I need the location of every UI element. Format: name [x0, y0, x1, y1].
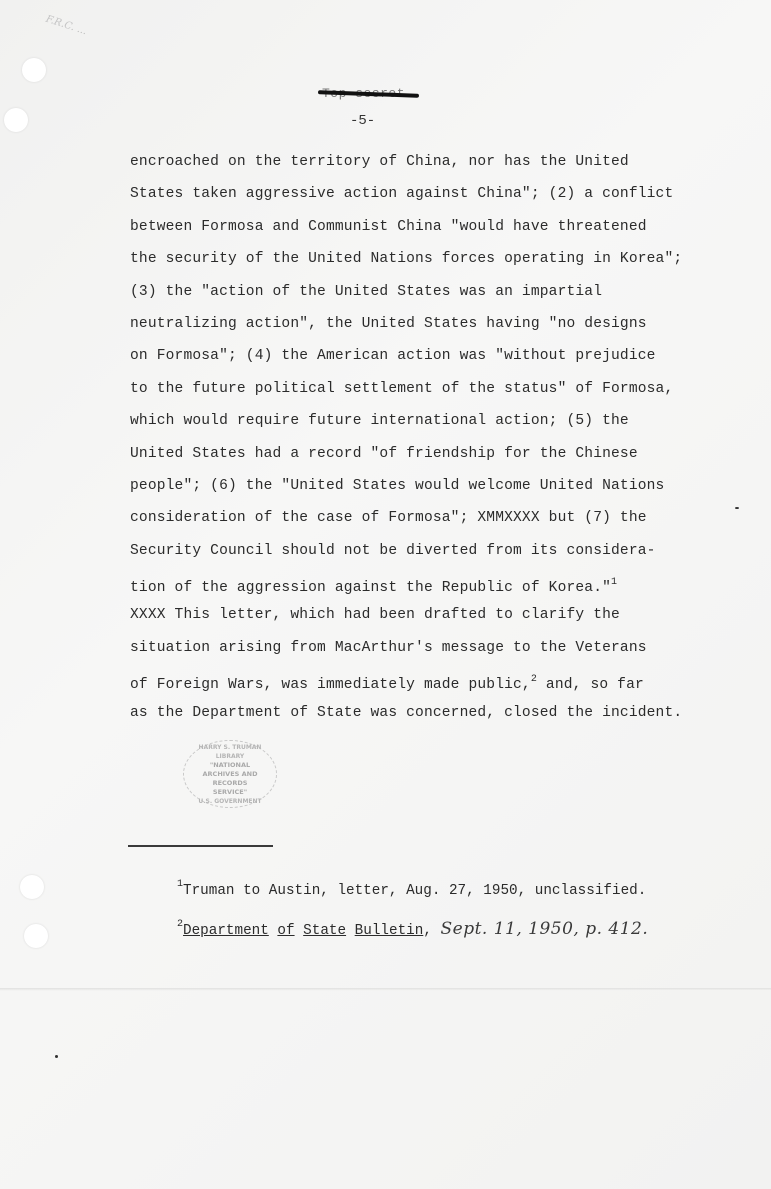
body-line: situation arising from MacArthur's message to the Veterans — [130, 639, 647, 656]
stamp-outer-top: HARRY S. TRUMAN LIBRARY — [198, 743, 262, 760]
footnote-divider — [128, 845, 273, 847]
punch-hole — [24, 924, 48, 948]
footnotes — [177, 865, 737, 945]
body-line: between Formosa and Communist China "would have threatened — [130, 218, 647, 235]
body-line: neutralizing action", the United States having "no designs — [130, 315, 647, 332]
punch-hole — [22, 58, 46, 82]
punch-hole — [4, 108, 28, 132]
ink-speck — [55, 1055, 58, 1058]
ink-speck — [735, 507, 739, 509]
footnote-number: 2 — [177, 919, 184, 930]
body-line: Security Council should not be diverted from its considera- — [130, 542, 656, 559]
footnote-title-word: Bulletin — [354, 923, 424, 939]
archives-stamp — [183, 740, 277, 808]
punch-hole — [20, 875, 44, 899]
footnote-title-word: Department — [183, 923, 269, 939]
body-line: encroached on the territory of China, nor has the United — [130, 154, 629, 170]
stamp-inner-line: RECORDS — [212, 778, 248, 787]
page-number: -5- — [350, 113, 376, 129]
body-line — [130, 567, 750, 599]
paper-fold-crease — [0, 988, 771, 991]
classification-marking — [322, 86, 405, 101]
body-text — [130, 146, 750, 729]
footnote-text: Truman to Austin, letter, Aug. 27, 1950, unclassified. — [183, 883, 647, 899]
body-line: on Formosa"; (4) the American action was "without prejudice — [130, 348, 656, 365]
body-line-text: and, so far — [537, 677, 644, 694]
body-line: States taken aggressive action against China"; (2) a conflict — [130, 186, 674, 203]
body-line: (3) the "action of the United States was an impartial — [130, 283, 603, 300]
body-line — [130, 664, 750, 696]
body-line: as the Department of State was concerned, closed the incident. — [130, 704, 683, 721]
footnote-1 — [177, 865, 737, 905]
footnote-title-word: of — [277, 923, 295, 939]
body-line-text: tion of the aggression against the Republic of Korea." — [130, 580, 612, 597]
body-line: consideration of the case of Formosa"; XMMXXXX but (7) the — [130, 510, 647, 527]
body-line: United States had a record "of friendship for the Chinese — [130, 445, 638, 462]
footnote-ref: 2 — [530, 674, 538, 686]
stamp-inner-line: SERVICE" — [212, 787, 248, 796]
stamp-inner-line: ARCHIVES AND — [202, 769, 258, 778]
body-line: the security of the United Nations forces operating in Korea"; — [130, 251, 683, 268]
stamp-outer-bottom: U.S. GOVERNMENT — [198, 797, 262, 805]
margin-pencil-note: F.R.C. ... — [44, 13, 89, 38]
footnote-number: 1 — [177, 879, 184, 890]
footnote-ref: 1 — [611, 577, 618, 589]
footnote-separator: , — [423, 923, 432, 939]
stamp-inner-line: "NATIONAL — [209, 760, 251, 769]
body-line: XXXX This letter, which had been drafted to clarify the — [130, 607, 620, 624]
handwritten-citation: Sept. 11, 1950, p. 412. — [440, 919, 649, 939]
body-line: to the future political settlement of the status" of Formosa, — [130, 380, 674, 397]
body-line-text: of Foreign Wars, was immediately made public, — [130, 677, 531, 694]
body-line: which would require future international action; (5) the — [130, 413, 629, 430]
body-line: people"; (6) the "United States would welcome United Nations — [130, 477, 665, 494]
footnote-2 — [177, 905, 737, 945]
footnote-title-word: State — [303, 923, 347, 939]
